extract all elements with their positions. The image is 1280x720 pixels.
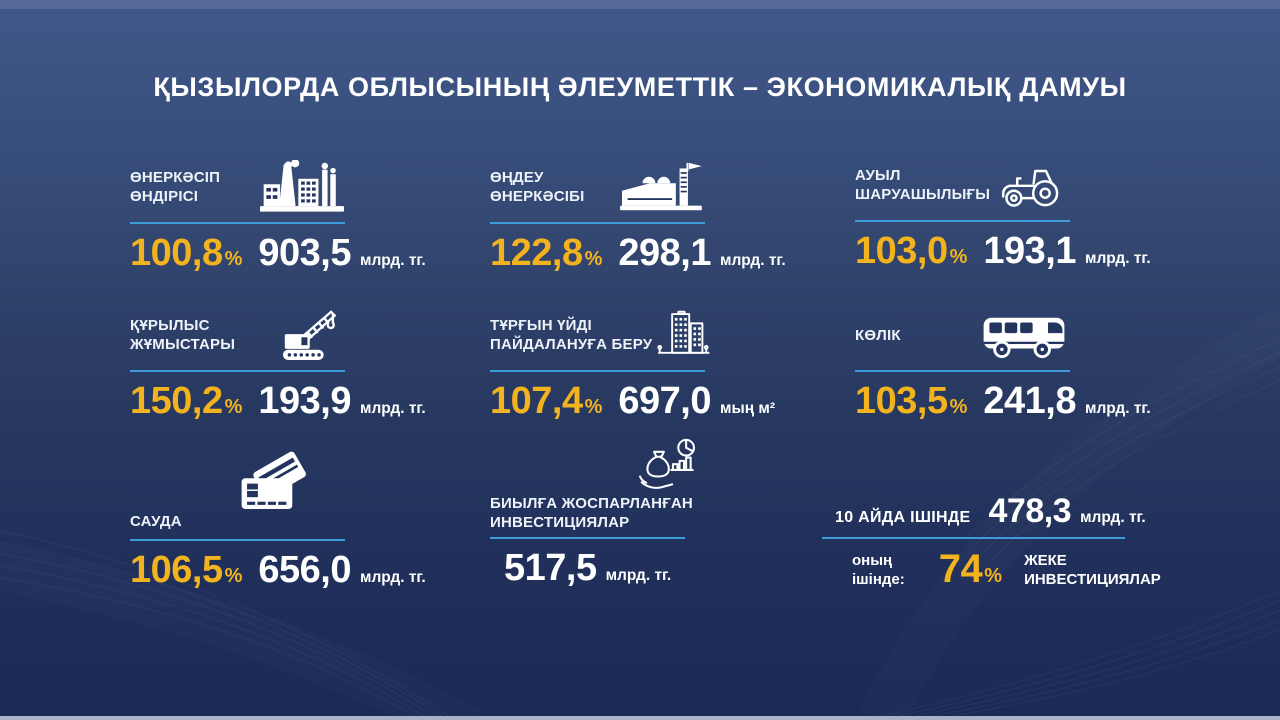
label-line: ЖЕКЕ [1024, 551, 1067, 569]
label-line: ҚҰРЫЛЫС [130, 317, 210, 334]
share-of-which-label [852, 551, 905, 589]
amount-value: 656,0 [258, 549, 351, 591]
percent-value: 107,4 [490, 380, 583, 422]
card-industry-label [130, 168, 220, 206]
label-line: ПАЙДАЛАНУҒА БЕРУ [490, 336, 653, 353]
divider-line [130, 539, 345, 541]
private-investments-label [1024, 551, 1161, 589]
label-line: ӨНЕРКӘСІБІ [490, 188, 585, 205]
amount-unit: млрд. тг. [605, 567, 672, 584]
amount-value: 193,1 [983, 230, 1076, 272]
amount-unit: млрд. тг. [1080, 509, 1146, 526]
amount-value: 903,5 [258, 232, 351, 274]
label-line: ИНВЕСТИЦИЯЛАР [490, 514, 630, 531]
percent-sign: % [949, 246, 968, 268]
percent-value: 150,2 [130, 380, 223, 422]
card-trade-values [130, 549, 426, 592]
percent-sign: % [984, 565, 1003, 587]
card-transport-label [855, 326, 901, 345]
card-construction [130, 306, 426, 423]
factory-icon [260, 160, 344, 214]
slide-bottom-edge [0, 716, 1280, 720]
percent-sign: % [224, 565, 243, 587]
card-agriculture-label [855, 166, 990, 204]
card-trade-label [130, 512, 182, 531]
percent-sign: % [949, 396, 968, 418]
ten-months-label: 10 АЙДА ІШІНДЕ [835, 509, 971, 526]
label-line: САУДА [130, 513, 182, 530]
percent-sign: % [224, 396, 243, 418]
divider-line [855, 370, 1070, 372]
percent-value: 74 [938, 547, 983, 591]
card-construction-values [130, 380, 426, 423]
percent-sign: % [584, 396, 603, 418]
card-manufacturing-values [490, 232, 786, 275]
percent-value: 100,8 [130, 232, 223, 274]
credit-card-icon [238, 447, 314, 513]
card-housing-label [490, 316, 652, 354]
label-line: ішінде: [852, 570, 905, 588]
share-percent [939, 547, 1002, 592]
divider-line [822, 537, 1125, 539]
amount-unit: мың м² [719, 400, 775, 417]
label-line: ӨНДІРІСІ [130, 188, 199, 205]
percent-sign: % [224, 248, 243, 270]
label-line: ӨНЕРКӘСІП [130, 169, 221, 186]
label-line: ШАРУАШЫЛЫҒЫ [855, 186, 991, 203]
card-trade [130, 447, 426, 592]
crane-icon [270, 306, 344, 364]
private-investments-share [822, 547, 1161, 592]
amount-value: 478,3 [988, 492, 1072, 530]
label-line: АУЫЛ [855, 167, 901, 184]
divider-line [130, 370, 345, 372]
card-ten-months-investments [822, 492, 1161, 592]
card-industry [130, 158, 426, 275]
slide-title: ҚЫЗЫЛОРДА ОБЛЫСЫНЫҢ ӘЛЕУМЕТТІК – ЭКОНОМИКАЛЫҚ ДАМУЫ [153, 72, 1127, 103]
label-line: оның [852, 551, 893, 569]
card-planned-investments-values [490, 547, 671, 590]
buildings-icon [652, 306, 714, 364]
divider-line [490, 537, 685, 539]
label-line: КӨЛІК [855, 326, 901, 344]
refinery-icon [618, 161, 704, 213]
label-line: ИНВЕСТИЦИЯЛАР [1024, 570, 1161, 588]
amount-unit: млрд. тг. [359, 569, 426, 586]
label-line: ӨҢДЕУ [490, 169, 544, 186]
card-manufacturing-label [490, 168, 585, 206]
card-transport-values [855, 380, 1151, 423]
amount-unit: млрд. тг. [719, 252, 786, 269]
amount-value: 241,8 [983, 380, 1076, 422]
card-agriculture [855, 156, 1151, 273]
card-housing [490, 306, 775, 423]
divider-line [855, 220, 1070, 222]
slide-top-edge [0, 0, 1280, 9]
card-housing-values [490, 380, 775, 423]
amount-unit: млрд. тг. [1084, 250, 1151, 267]
amount-unit: млрд. тг. [359, 400, 426, 417]
card-industry-values [130, 232, 426, 275]
investment-icon [630, 438, 706, 492]
ten-months-total [822, 492, 1154, 531]
label-line: БИЫЛҒА ЖОСПАРЛАНҒАН [490, 495, 693, 512]
amount-value: 193,9 [258, 380, 351, 422]
card-agriculture-values [855, 230, 1151, 273]
card-planned-investments [490, 438, 706, 590]
bus-icon [979, 310, 1069, 360]
percent-value: 122,8 [490, 232, 583, 274]
card-transport [855, 306, 1151, 423]
amount-unit: млрд. тг. [1084, 400, 1151, 417]
card-manufacturing [490, 158, 786, 275]
divider-line [490, 222, 705, 224]
tractor-icon [995, 156, 1069, 214]
divider-line [490, 370, 705, 372]
amount-unit: млрд. тг. [359, 252, 426, 269]
amount-value: 697,0 [618, 380, 711, 422]
amount-value: 517,5 [504, 547, 597, 589]
percent-value: 103,0 [855, 230, 948, 272]
label-line: ЖҰМЫСТАРЫ [130, 336, 236, 353]
divider-line [130, 222, 345, 224]
card-planned-investments-label [490, 494, 706, 532]
percent-sign: % [584, 248, 603, 270]
percent-value: 103,5 [855, 380, 948, 422]
amount-value: 298,1 [618, 232, 711, 274]
label-line: ТҰРҒЫН ҮЙДІ [490, 317, 592, 334]
percent-value: 106,5 [130, 549, 223, 591]
card-construction-label [130, 316, 235, 354]
